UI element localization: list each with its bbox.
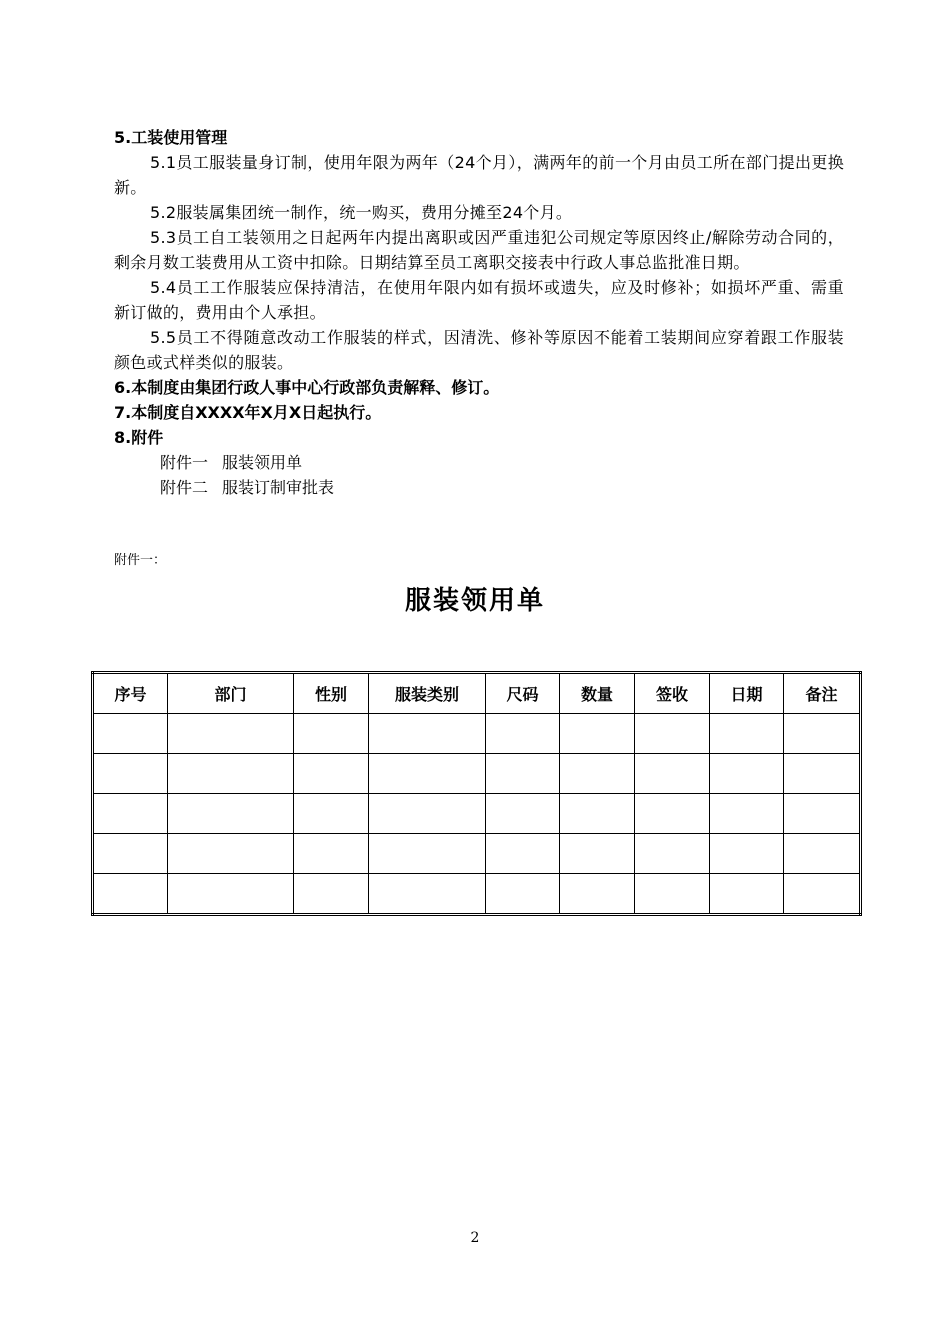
table-cell bbox=[369, 714, 486, 754]
table-cell bbox=[486, 794, 560, 834]
table-row bbox=[93, 714, 861, 754]
table-cell bbox=[294, 714, 369, 754]
table-row bbox=[93, 754, 861, 794]
table-cell bbox=[784, 794, 861, 834]
table-cell bbox=[369, 834, 486, 874]
paragraph-5-5: 5.5员工不得随意改动工作服装的样式，因清洗、修补等原因不能着工装期间应穿着跟工作服装颜色或式样类似的服装。 bbox=[114, 328, 844, 372]
paragraph-5-1: 5.1员工服装量身订制，使用年限为两年（24个月），满两年的前一个月由员工所在部门提出更换新。 bbox=[114, 153, 844, 197]
header-cell: 服装类别 bbox=[369, 673, 486, 714]
table-cell bbox=[560, 714, 635, 754]
table-row bbox=[93, 834, 861, 874]
header-cell: 备注 bbox=[784, 673, 861, 714]
section-5-heading: 5.工装使用管理 bbox=[114, 128, 228, 147]
header-cell: 日期 bbox=[710, 673, 784, 714]
form-title: 服装领用单 bbox=[404, 586, 545, 616]
table-cell bbox=[486, 874, 560, 915]
table-cell bbox=[93, 874, 168, 915]
section-8-heading: 8.附件 bbox=[114, 428, 164, 447]
table-cell bbox=[560, 794, 635, 834]
table-cell bbox=[294, 834, 369, 874]
attachment-name: 服装领用单 bbox=[222, 453, 303, 472]
table-cell bbox=[710, 714, 784, 754]
header-cell: 签收 bbox=[635, 673, 710, 714]
table-cell bbox=[560, 754, 635, 794]
table-cell bbox=[294, 794, 369, 834]
table-cell bbox=[294, 754, 369, 794]
table-cell bbox=[93, 714, 168, 754]
table-cell bbox=[168, 834, 294, 874]
table-cell bbox=[93, 754, 168, 794]
table-cell bbox=[560, 834, 635, 874]
table-cell bbox=[294, 874, 369, 915]
header-cell: 部门 bbox=[168, 673, 294, 714]
table-cell bbox=[168, 714, 294, 754]
table-header-row bbox=[93, 673, 861, 714]
table-cell bbox=[93, 834, 168, 874]
table-cell bbox=[486, 834, 560, 874]
section-6-heading: 6.本制度由集团行政人事中心行政部负责解释、修订。 bbox=[114, 378, 500, 397]
table-cell bbox=[784, 754, 861, 794]
paragraph-5-4: 5.4员工工作服装应保持清洁，在使用年限内如有损坏或遗失，应及时修补；如损坏严重、需重新订做的，费用由个人承担。 bbox=[114, 278, 844, 322]
table-cell bbox=[784, 874, 861, 915]
attachment-label: 附件一 bbox=[160, 453, 209, 472]
header-cell: 序号 bbox=[93, 673, 168, 714]
attachment-item bbox=[114, 475, 844, 500]
table-cell bbox=[710, 794, 784, 834]
header-cell: 性别 bbox=[294, 673, 369, 714]
table-cell bbox=[93, 794, 168, 834]
table-cell bbox=[560, 874, 635, 915]
table-row bbox=[93, 794, 861, 834]
table-cell bbox=[784, 714, 861, 754]
attachment-label: 附件二 bbox=[160, 478, 209, 497]
clothing-requisition-table bbox=[91, 671, 862, 916]
section-7-heading: 7.本制度自XXXX年X月X日起执行。 bbox=[114, 403, 382, 422]
attachment-name: 服装订制审批表 bbox=[222, 478, 335, 497]
paragraph-5-2: 5.2服装属集团统一制作，统一购买，费用分摊至24个月。 bbox=[150, 203, 573, 222]
table-cell bbox=[635, 834, 710, 874]
regulation-text bbox=[114, 125, 844, 500]
table-cell bbox=[486, 754, 560, 794]
table-row bbox=[93, 874, 861, 915]
paragraph-5-3: 5.3员工自工装领用之日起两年内提出离职或因严重违犯公司规定等原因终止/解除劳动合同的，剩余月数工装费用从工资中扣除。日期结算至员工离职交接表中行政人事总监批准日期。 bbox=[114, 228, 844, 272]
table-cell bbox=[710, 754, 784, 794]
table-cell bbox=[369, 794, 486, 834]
table-cell bbox=[635, 714, 710, 754]
page-number: 2 bbox=[470, 1230, 480, 1246]
table-cell bbox=[710, 874, 784, 915]
header-cell: 数量 bbox=[560, 673, 635, 714]
table-cell bbox=[168, 794, 294, 834]
table-cell bbox=[486, 714, 560, 754]
header-cell: 尺码 bbox=[486, 673, 560, 714]
table-cell bbox=[369, 754, 486, 794]
attachment-item bbox=[114, 450, 844, 475]
table-cell bbox=[784, 834, 861, 874]
table-cell bbox=[635, 754, 710, 794]
table-cell bbox=[635, 794, 710, 834]
attachment-one-label: 附件一： bbox=[114, 553, 167, 568]
table-cell bbox=[168, 874, 294, 915]
table-cell bbox=[710, 834, 784, 874]
table-cell bbox=[369, 874, 486, 915]
table-cell bbox=[168, 754, 294, 794]
table-cell bbox=[635, 874, 710, 915]
